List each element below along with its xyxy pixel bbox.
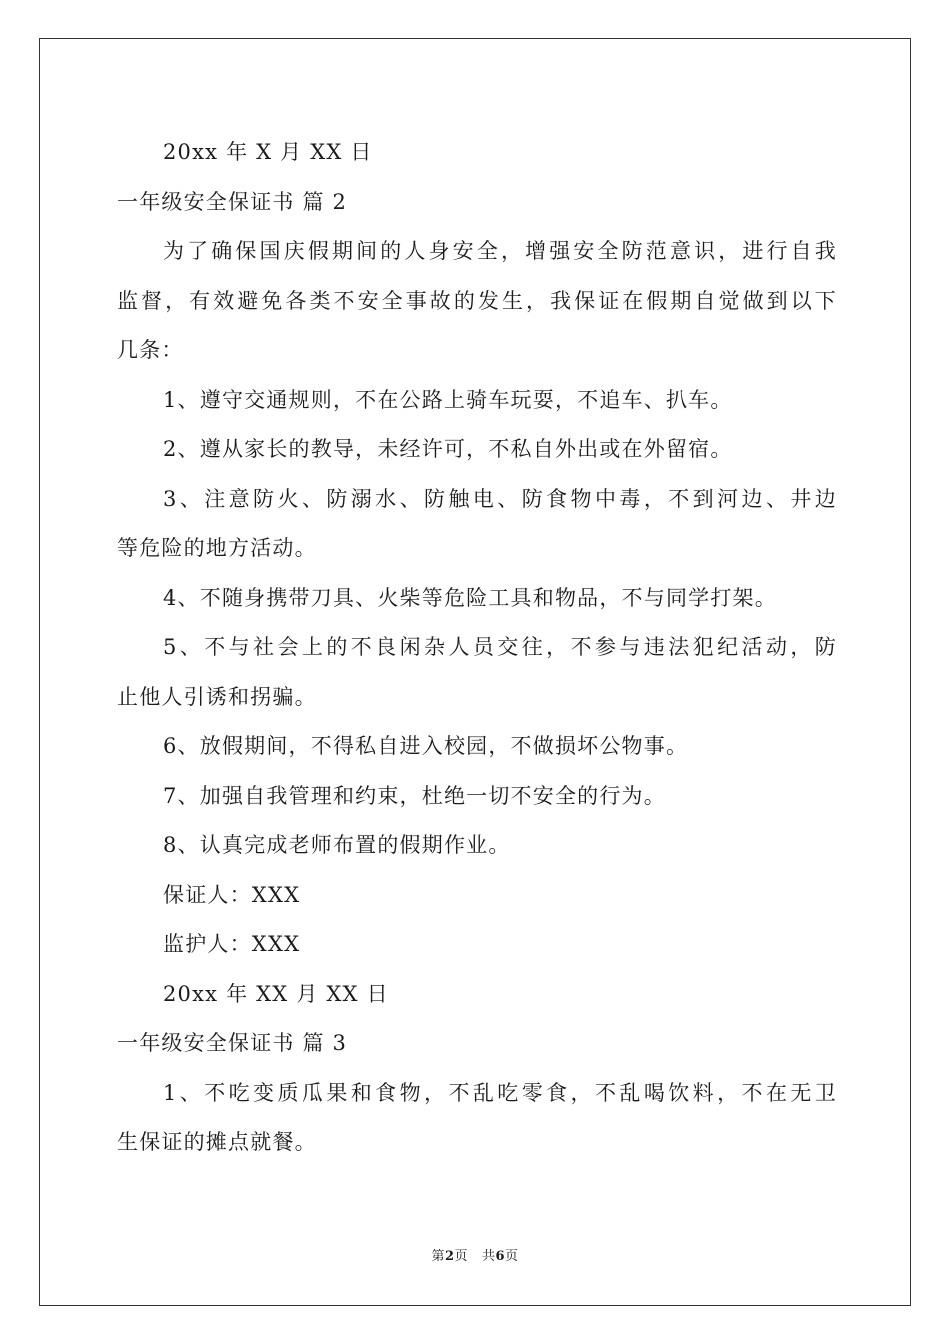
- total-suffix: 页: [505, 1249, 519, 1264]
- page-suffix: 页: [454, 1249, 469, 1264]
- list-item: 6、放假期间，不得私自进入校园，不做损坏公物事。: [163, 734, 689, 758]
- total-prefix: 共: [481, 1249, 496, 1264]
- total-page-number: 6: [495, 1249, 506, 1264]
- guardian-line: 监护人：XXX: [163, 932, 301, 956]
- paragraph-line: 几条：: [117, 338, 184, 362]
- document-body: [117, 128, 837, 1168]
- paragraph-line: 为了确保国庆假期间的人身安全，增强安全防范意识，进行自我: [163, 239, 837, 263]
- section-title: 一年级安全保证书 篇 3: [117, 1031, 348, 1055]
- section-title: 一年级安全保证书 篇 2: [117, 189, 348, 214]
- list-item: 2、遵从家长的教导，未经许可，不私自外出或在外留宿。: [163, 437, 733, 461]
- list-item: 5、不与社会上的不良闲杂人员交往，不参与违法犯纪活动，防: [163, 635, 837, 659]
- page-prefix: 第: [431, 1249, 445, 1264]
- date-line: 20xx 年 XX 月 XX 日: [163, 981, 389, 1006]
- paragraph-line: 监督，有效避免各类不安全事故的发生，我保证在假期自觉做到以下: [117, 288, 837, 313]
- list-item: 1、遵守交通规则，不在公路上骑车玩耍，不追车、扒车。: [163, 387, 733, 412]
- list-item: 1、不吃变质瓜果和食物，不乱吃零食，不乱喝饮料，不在无卫: [163, 1080, 837, 1105]
- list-item-continuation: 止他人引诱和拐骗。: [117, 684, 317, 709]
- list-item: 7、加强自我管理和约束，杜绝一切不安全的行为。: [163, 783, 666, 808]
- current-page-number: 2: [444, 1249, 455, 1264]
- guarantor-line: 保证人：XXX: [163, 882, 301, 907]
- list-item: 4、不随身携带刀具、火柴等危险工具和物品，不与同学打架。: [163, 585, 777, 610]
- list-item-continuation: 生保证的摊点就餐。: [117, 1130, 317, 1154]
- page-footer: [0, 1245, 950, 1264]
- list-item: 8、认真完成老师布置的假期作业。: [163, 833, 511, 857]
- list-item-continuation: 等危险的地方活动。: [117, 536, 317, 560]
- date-line: 20xx 年 X 月 XX 日: [163, 140, 373, 164]
- list-item: 3、注意防火、防溺水、防触电、防食物中毒，不到河边、井边: [163, 486, 837, 511]
